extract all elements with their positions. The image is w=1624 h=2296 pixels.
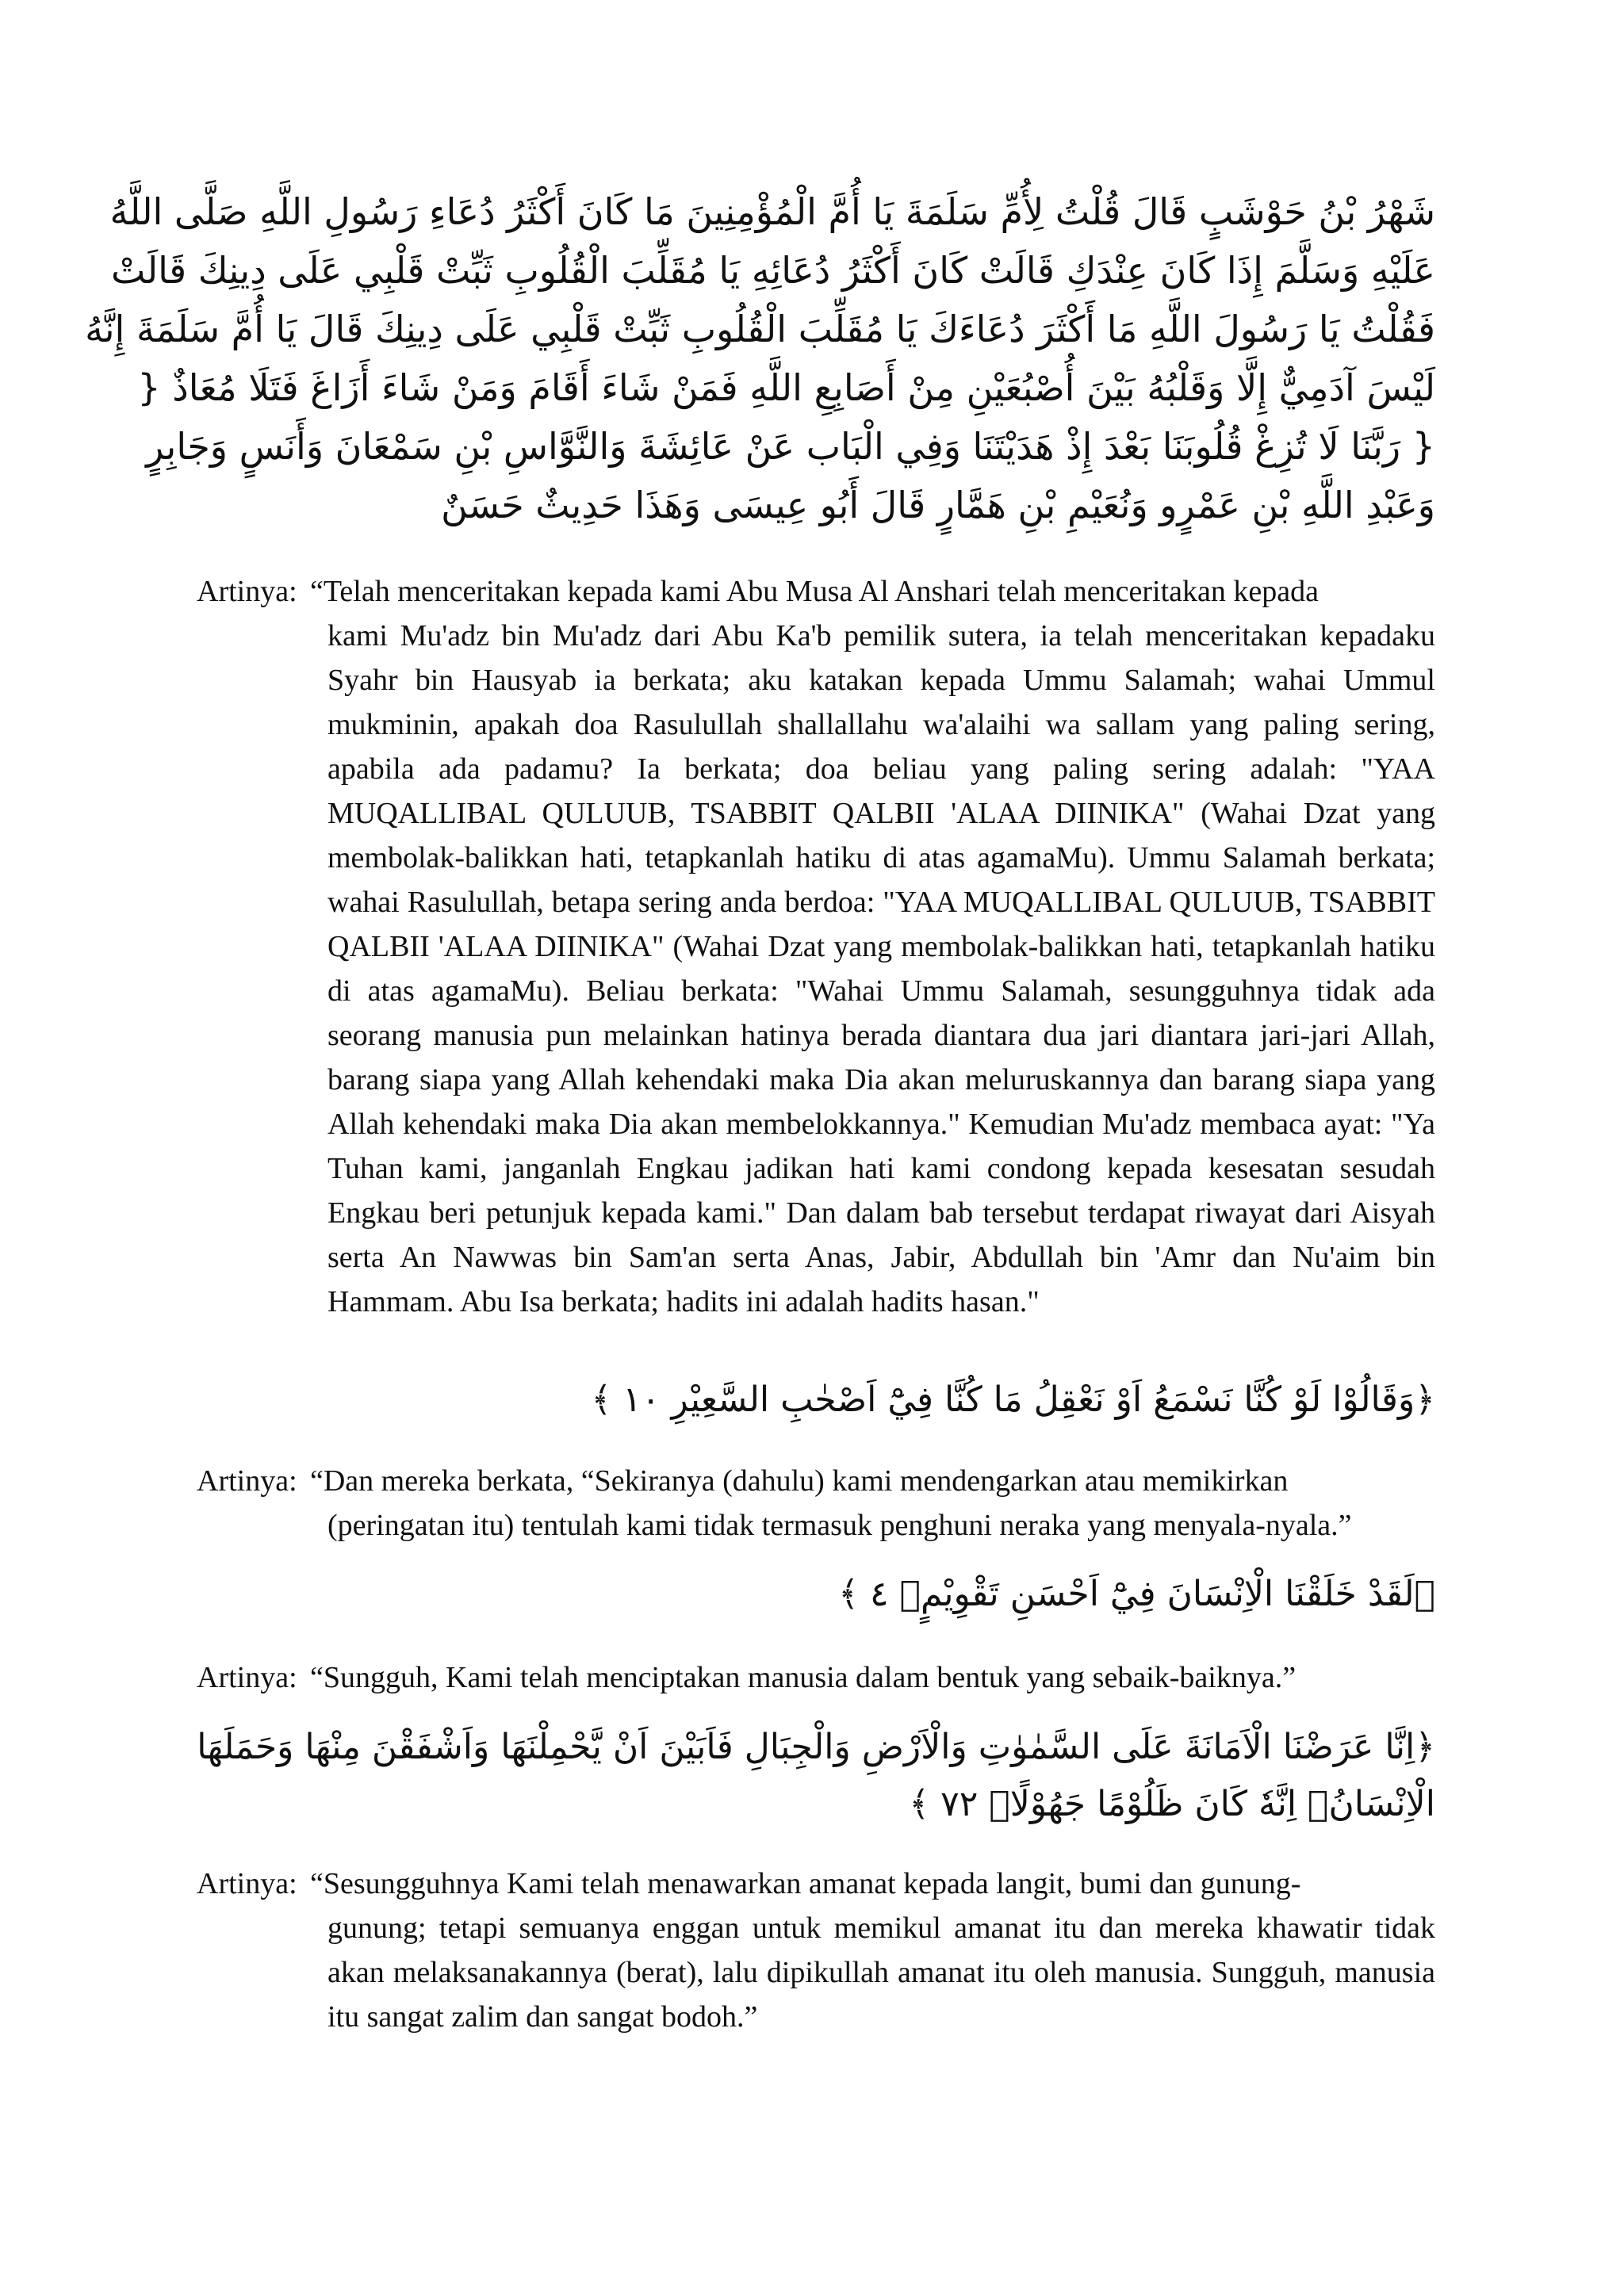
verse-line: ﴿اِنَّا عَرَضْنَا الْاَمَانَةَ عَلَى السَّمٰوٰتِ وَالْاَرْضِ وَالْجِبَالِ فَاَبَيْنَ اَنْ يَّحْمِلْنَهَا وَاَشْفَقْنَ مِنْهَا وَحَمَلَهَا xyxy=(197,1727,1435,1767)
translation-body xyxy=(310,1459,1435,1548)
translation-first-line: “Dan mereka berkata, “Sekiranya (dahulu) kami mendengarkan atau memikirkan xyxy=(310,1464,1289,1498)
translation-continuation: (peringatan itu) tentulah kami tidak termasuk penghuni neraka yang menyala-nyala.” xyxy=(327,1509,1352,1542)
arabic-line: شَهْرُ بْنُ حَوْشَبٍ قَالَ قُلْتُ لِأُمِّ سَلَمَةَ يَا أُمَّ الْمُؤْمِنِينَ مَا كَانَ أَكْثَرُ دُعَاءِ رَسُولِ اللَّهِ صَلَّى اللَّهُ xyxy=(109,190,1435,233)
arabic-line: فَقُلْتُ يَا رَسُولَ اللَّهِ مَا أَكْثَرَ دُعَاءَكَ يَا مُقَلِّبَ الْقُلُوبِ ثَبِّتْ قَلْبِي عَلَى دِينِكَ قَالَ يَا أُمَّ سَلَمَةَ إِنَّهُ xyxy=(85,308,1435,350)
arabic-line: عَلَيْهِ وَسَلَّمَ إِذَا كَانَ عِنْدَكِ قَالَتْ كَانَ أَكْثَرُ دُعَائِهِ يَا مُقَلِّبَ الْقُلُوبِ ثَبِّتْ قَلْبِي عَلَى دِينِكَ قَالَتْ xyxy=(110,249,1435,292)
translation-continuation: kami Mu'adz bin Mu'adz dari Abu Ka'b pemilik sutera, ia telah menceritakan kepadaku Syahr bin Hausyab ia berkata; aku katakan kepada Ummu Salamah; wahai Ummul mukminin, apakah doa Rasulullah shallallahu wa'alaihi wa sallam yang paling sering, apabila ada padamu? Ia berkata; doa beliau yang paling sering adalah: "YAA MUQALLIBAL QULUUB, TSABBIT QALBII 'ALAA DIINIKA" (Wahai Dzat yang membolak-balikkan hati, tetapkanlah hatiku di atas agamaMu). Ummu Salamah berkata; wahai Rasulullah, betapa sering anda berdoa: "YAA MUQALLIBAL QULUUB, TSABBIT QALBII 'ALAA DIINIKA" (Wahai Dzat yang membolak-balikkan hati, tetapkanlah hatiku di atas agamaMu). Beliau berkata: "Wahai Ummu Salamah, sesungguhnya tidak ada seorang manusia pun melainkan hatinya berada diantara dua jari diantara jari-jari Allah, barang siapa yang Allah kehendaki maka Dia akan meluruskannya dan barang siapa yang Allah kehendaki maka Dia akan membelokkannya." Kemudian Mu'adz membaca ayat: "Ya Tuhan kami, janganlah Engkau jadikan hati kami condong kepada kesesatan sesudah Engkau beri petunjuk kepada kami." Dan dalam bab tersebut terdapat riwayat dari Aisyah serta An Nawwas bin Sam'an serta Anas, Jabir, Abdullah bin 'Amr dan Nu'aim bin Hammam. Abu Isa berkata; hadits ini adalah hadits hasan." xyxy=(327,619,1435,1318)
verse-text: ﴿لَقَدْ خَلَقْنَا الْاِنْسَانَ فِيْٓ اَحْسَنِ تَقْوِيْمٍۖ ٤ ﴾ xyxy=(838,1574,1435,1614)
translation-verse-2 xyxy=(197,1655,1435,1700)
translation-first-line: “Sesungguhnya Kami telah menawarkan amanat kepada langit, bumi dan gunung- xyxy=(310,1867,1301,1900)
quran-verse-al-ahzab-72 xyxy=(197,1719,1435,1833)
translation-verse-1 xyxy=(197,1459,1435,1548)
translation-label: Artinya: xyxy=(197,1464,297,1498)
quran-verse-at-tin-4 xyxy=(238,1566,1435,1623)
quran-verse-al-mulk-10 xyxy=(238,1372,1435,1429)
arabic-line: { رَبَّنَا لَا تُزِغْ قُلُوبَنَا بَعْدَ إِذْ هَدَيْتَنَا وَفِي الْبَاب عَنْ عَائِشَةَ وَالنَّوَّاسِ بْنِ سَمْعَانَ وَأَنَسٍ وَجَابِرٍ xyxy=(146,425,1435,468)
translation-label: Artinya: xyxy=(197,575,297,608)
translation-label: Artinya: xyxy=(197,1867,297,1900)
translation-body xyxy=(310,569,1435,1324)
translation-first-line: “Telah menceritakan kepada kami Abu Musa Al Anshari telah menceritakan kepada xyxy=(310,575,1319,608)
arabic-line: وَعَبْدِ اللَّهِ بْنِ عَمْرٍو وَنُعَيْمِ بْنِ هَمَّارٍ قَالَ أَبُو عِيسَى وَهَذَا حَدِيثٌ حَسَنٌ xyxy=(441,484,1435,526)
translation-body xyxy=(310,1655,1435,1700)
translation-label: Artinya: xyxy=(197,1661,297,1694)
hadith-arabic-text xyxy=(85,182,1435,534)
translation-continuation: gunung; tetapi semuanya enggan untuk memikul amanat itu dan mereka khawatir tidak akan melaksanakannya (berat), lalu dipikullah amanat itu oleh manusia. Sungguh, manusia itu sangat zalim dan sangat bodoh.” xyxy=(327,1911,1435,2034)
arabic-line: لَيْسَ آدَمِيٌّ إِلَّا وَقَلْبُهُ بَيْنَ أُصْبُعَيْنِ مِنْ أَصَابِعِ اللَّهِ فَمَنْ شَاءَ أَقَامَ وَمَنْ شَاءَ أَزَاغَ فَتَلَا مُعَاذٌ { xyxy=(137,366,1435,409)
translation-hadith xyxy=(197,569,1435,1324)
translation-body xyxy=(310,1862,1435,2039)
verse-text: ﴿وَقَالُوْا لَوْ كُنَّا نَسْمَعُ اَوْ نَعْقِلُ مَا كُنَّا فِيْٓ اَصْحٰبِ السَّعِيْرِ ١٠ ﴾ xyxy=(591,1380,1435,1420)
verse-line: الْاِنْسَانُۗ اِنَّهٗ كَانَ ظَلُوْمًا جَهُوْلًاۙ ٧٢ ﴾ xyxy=(909,1784,1435,1824)
translation-first-line: “Sungguh, Kami telah menciptakan manusia dalam bentuk yang sebaik-baiknya.” xyxy=(310,1661,1297,1694)
translation-verse-3 xyxy=(197,1862,1435,2039)
